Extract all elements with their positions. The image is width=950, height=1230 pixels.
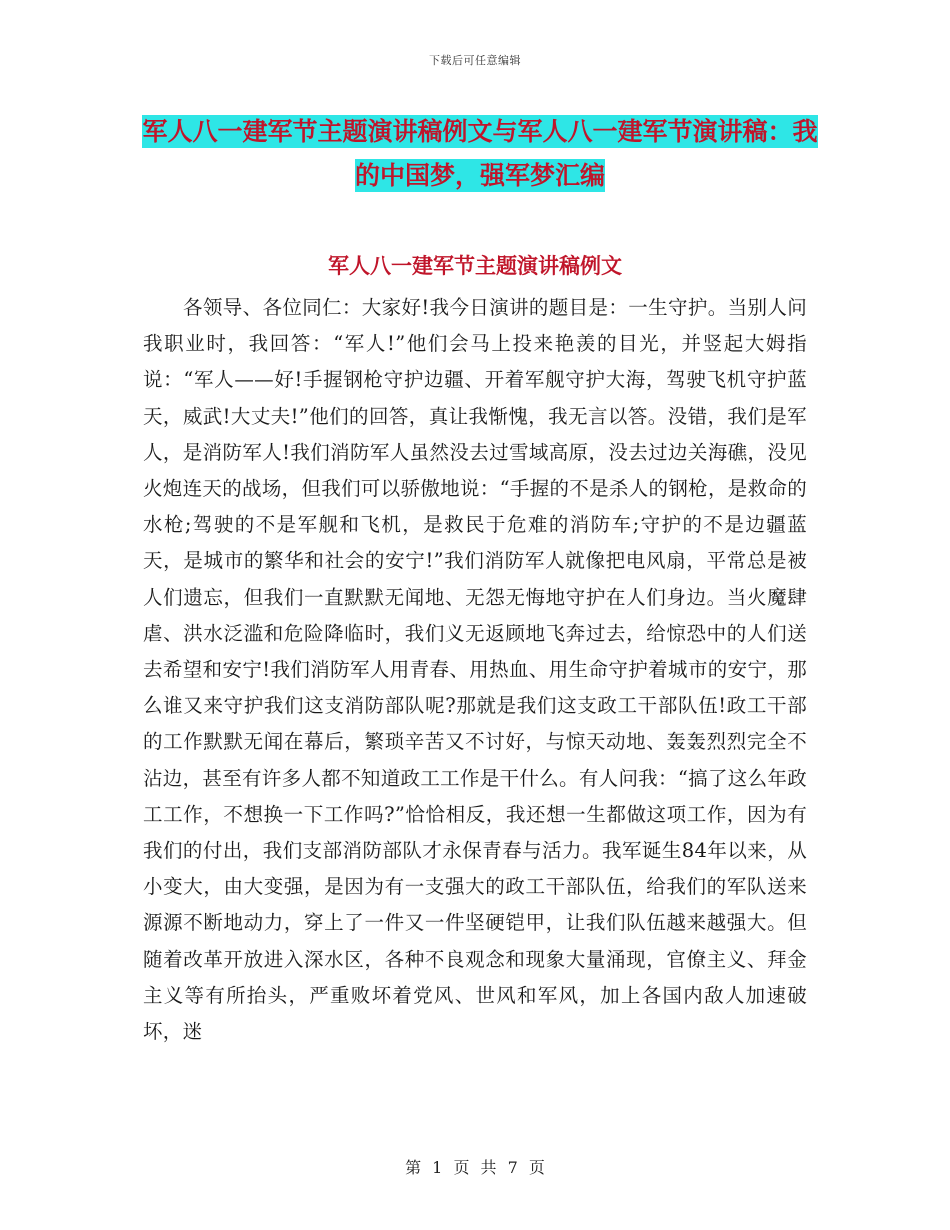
header-note: 下载后可任意编辑 [429, 54, 521, 67]
body-paragraph: 各领导、各位同仁：大家好!我今日演讲的题目是：一生守护。当别人问我职业时，我回答：“军人!”他们会马上投来艳羡的目光，并竖起大姆指说：“军人——好!手握钢枪守护边疆、开着军舰守护大海，驾驶飞机守护蓝天，威武!大丈夫!”他们的回答，真让我惭愧，我无言以答。没错，我们是军人，是消防军人!我们消防军人虽然没去过雪域高原，没去过边关海礁，没见火炮连天的战场，但我们可以骄傲地说：“手握的不是杀人的钢枪，是救命的水枪;驾驶的不是军舰和飞机，是救民于危难的消防车;守护的不是边疆蓝天，是城市的繁华和社会的安宁!”我们消防军人就像把电风扇，平常总是被人们遗忘，但我们一直默默无闻地、无怨无悔地守护在人们身边。当火魔肆虐、洪水泛滥和危险降临时，我们义无返顾地飞奔过去，给惊恐中的人们送去希望和安宁!我们消防军人用青春、用热血、用生命守护着城市的安宁，那么谁又来守护我们这支消防部队呢?那就是我们这支政工干部队伍!政工干部的工作默默无闻在幕后，繁琐辛苦又不讨好，与惊天动地、轰轰烈烈完全不沾边，甚至有许多人都不知道政工工作是干什么。有人问我：“搞了这么年政工工作，不想换一下工作吗?”恰恰相反，我还想一生都做这项工作，因为有我们的付出，我们支部消防部队才永保青春与活力。我军诞生84年以来，从小变大，由大变强，是因为有一支强大的政工干部队伍，给我们的军队送来源源不断地动力，穿上了一件又一件坚硬铠甲，让我们队伍越来越强大。但随着改革开放进入深水区，各种不良观念和现象大量涌现，官僚主义、拜金主义等有所抬头，严重败坏着党风、世风和军风，加上各国内敌人加速破坏，迷 [143, 296, 807, 1044]
section-heading: 军人八一建军节主题演讲稿例文 [328, 254, 622, 278]
page-footer: 第 1 页 共 7 页 [405, 1158, 545, 1177]
document-title-text: 军人八一建军节主题演讲稿例文与军人八一建军节演讲稿：我的中国梦，强军梦汇编 [142, 117, 818, 190]
document-title [140, 110, 820, 198]
